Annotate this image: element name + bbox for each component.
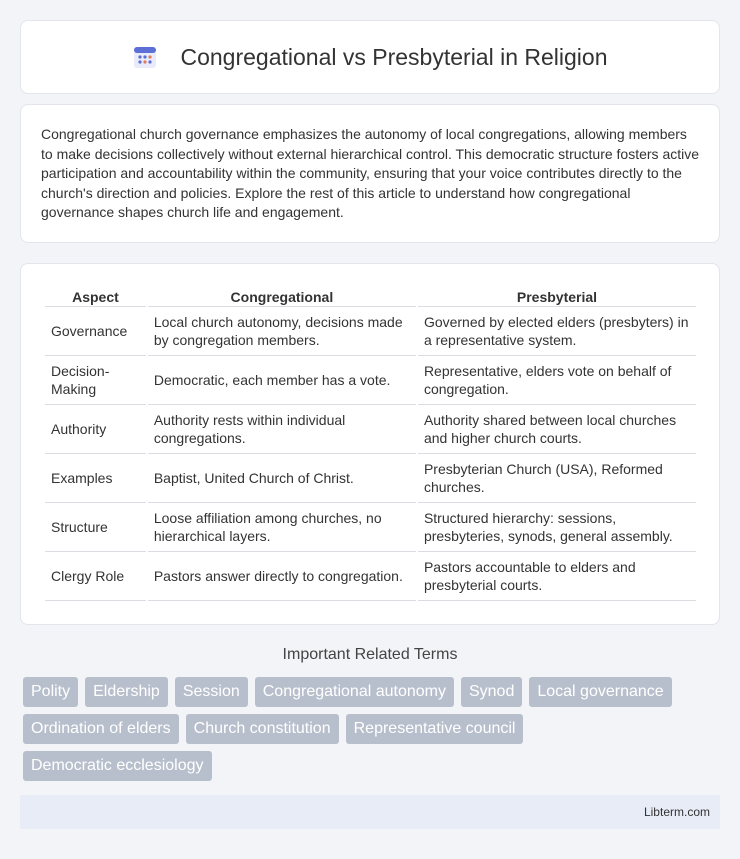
tag-session[interactable]: Session — [175, 677, 248, 707]
calendar-grid-icon — [132, 44, 158, 70]
table-row — [45, 405, 696, 454]
header-presbyterial: Presbyterial — [418, 284, 696, 307]
cell-presbyterial: Authority shared between local churches and higher church courts. — [418, 405, 696, 454]
header-aspect: Aspect — [45, 284, 146, 307]
cell-congregational: Pastors answer directly to congregation. — [148, 552, 416, 601]
tag-local-governance[interactable]: Local governance — [529, 677, 671, 707]
tag-representative-council[interactable]: Representative council — [346, 714, 524, 744]
tag-polity[interactable]: Polity — [23, 677, 78, 707]
table-row — [45, 552, 696, 601]
cell-presbyterial: Pastors accountable to elders and presbyterial courts. — [418, 552, 696, 601]
table-row — [45, 503, 696, 552]
tag-synod[interactable]: Synod — [461, 677, 522, 707]
cell-aspect: Structure — [45, 503, 146, 552]
cell-presbyterial: Governed by elected elders (presbyters) in a representative system. — [418, 307, 696, 356]
related-terms-title: Important Related Terms — [282, 646, 458, 663]
intro-card — [20, 104, 720, 243]
related-terms-list — [23, 677, 723, 788]
tag-church-constitution[interactable]: Church constitution — [186, 714, 339, 744]
tag-ordination-of-elders[interactable]: Ordination of elders — [23, 714, 179, 744]
table-header-row — [45, 284, 696, 307]
header-card — [20, 20, 720, 94]
footer — [20, 795, 720, 829]
cell-congregational: Local church autonomy, decisions made by congregation members. — [148, 307, 416, 356]
cell-aspect: Clergy Role — [45, 552, 146, 601]
cell-aspect: Governance — [45, 307, 146, 356]
comparison-table — [43, 284, 698, 601]
cell-presbyterial: Structured hierarchy: sessions, presbyteries, synods, general assembly. — [418, 503, 696, 552]
cell-congregational: Baptist, United Church of Christ. — [148, 454, 416, 503]
table-row — [45, 356, 696, 405]
tag-congregational-autonomy[interactable]: Congregational autonomy — [255, 677, 454, 707]
footer-site-link[interactable]: Libterm.com — [643, 805, 710, 819]
tag-democratic-ecclesiology[interactable]: Democratic ecclesiology — [23, 751, 212, 781]
cell-aspect: Decision-Making — [45, 356, 146, 405]
tag-eldership[interactable]: Eldership — [85, 677, 168, 707]
comparison-card — [20, 263, 720, 625]
page-title: Congregational vs Presbyterial in Religion — [180, 43, 608, 70]
cell-congregational: Democratic, each member has a vote. — [148, 356, 416, 405]
table-row — [45, 454, 696, 503]
cell-congregational: Loose affiliation among churches, no hierarchical layers. — [148, 503, 416, 552]
cell-aspect: Examples — [45, 454, 146, 503]
cell-presbyterial: Presbyterian Church (USA), Reformed churches. — [418, 454, 696, 503]
cell-presbyterial: Representative, elders vote on behalf of congregation. — [418, 356, 696, 405]
header-congregational: Congregational — [148, 284, 416, 307]
cell-congregational: Authority rests within individual congregations. — [148, 405, 416, 454]
table-row — [45, 307, 696, 356]
intro-paragraph: Congregational church governance emphasizes the autonomy of local congregations, allowing members to make decisions collectively without external hierarchical control. This democratic structure fosters active participation and accountability within the community, ensuring that your voice contributes directly to the church's direction and policies. Explore the rest of this article to understand how congregational governance shapes church life and engagement. — [41, 126, 700, 220]
cell-aspect: Authority — [45, 405, 146, 454]
